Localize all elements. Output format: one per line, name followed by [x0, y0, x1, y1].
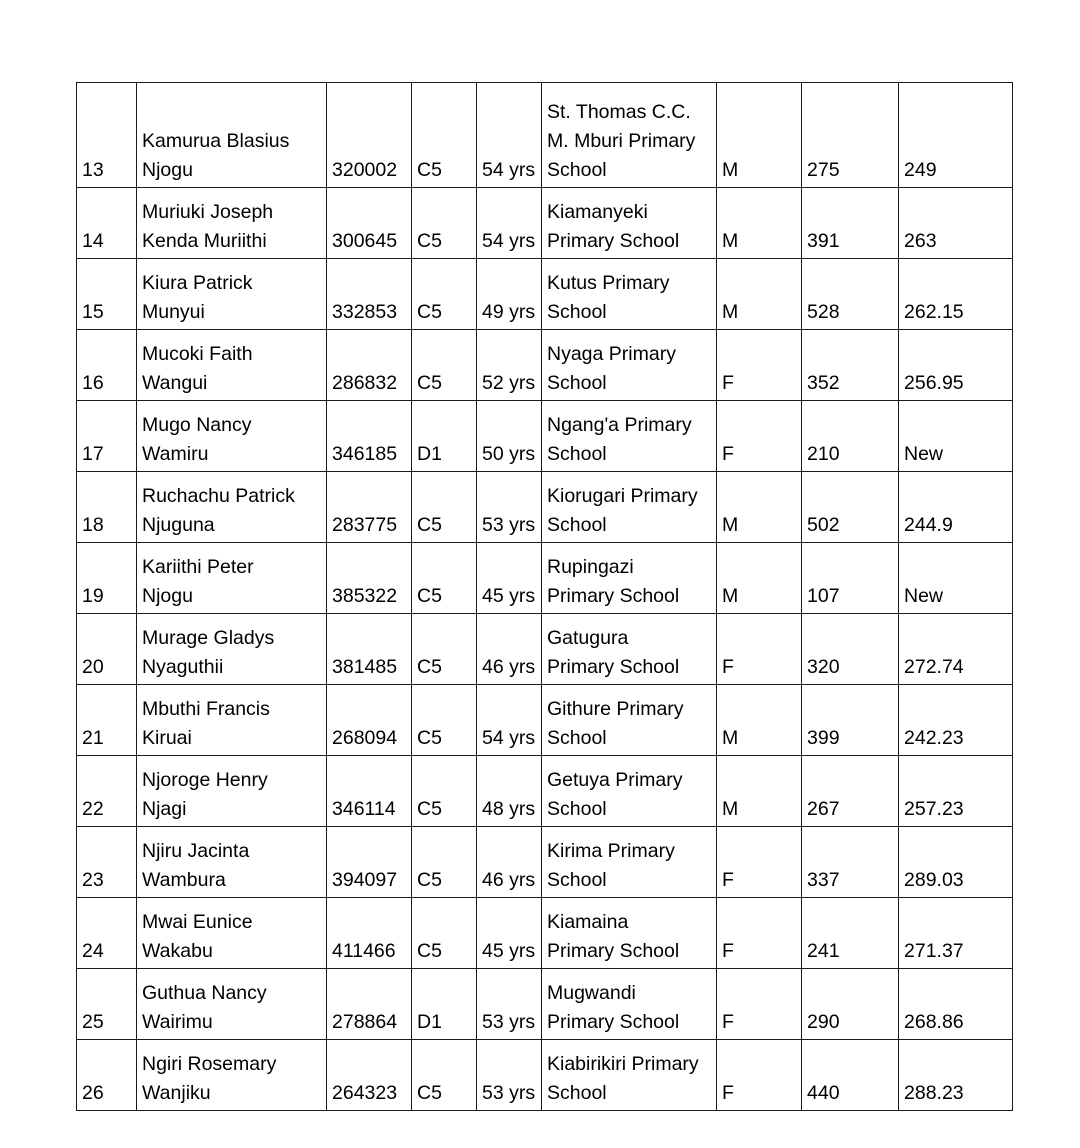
school-name-cell — [542, 543, 717, 614]
gender-cell: M — [717, 685, 802, 756]
table-row — [77, 330, 1013, 401]
teacher-name-cell-line: Mbuthi Francis — [142, 698, 270, 720]
mean-score-cell: 271.37 — [899, 898, 1013, 969]
teacher-name-cell — [137, 827, 327, 898]
school-name-cell-line: Nyaga Primary — [547, 343, 676, 365]
serial-number-cell: 23 — [77, 827, 137, 898]
tsc-number-cell: 283775 — [327, 472, 412, 543]
teacher-name-cell — [137, 543, 327, 614]
gender-cell: M — [717, 259, 802, 330]
teacher-name-cell-line: Kiura Patrick — [142, 272, 253, 294]
tsc-number-cell: 411466 — [327, 898, 412, 969]
tsc-number-cell: 394097 — [327, 827, 412, 898]
school-name-cell-line: Kiabirikiri Primary — [547, 1053, 699, 1075]
age-cell: 50 yrs — [477, 401, 542, 472]
job-group-cell: D1 — [412, 401, 477, 472]
job-group-cell: C5 — [412, 614, 477, 685]
school-name-cell-line: Rupingazi — [547, 556, 634, 578]
age-cell: 54 yrs — [477, 685, 542, 756]
school-name-cell — [542, 259, 717, 330]
school-name-cell-line: Mugwandi — [547, 982, 636, 1004]
teacher-name-cell-line: Kenda Muriithi — [142, 230, 267, 252]
teacher-name-cell — [137, 330, 327, 401]
serial-number-cell: 15 — [77, 259, 137, 330]
enrolment-cell: 290 — [802, 969, 899, 1040]
school-name-cell-line: St. Thomas C.C. — [547, 101, 691, 123]
mean-score-cell: New — [899, 543, 1013, 614]
teacher-name-cell-line: Wanjiku — [142, 1082, 211, 1104]
age-cell: 48 yrs — [477, 756, 542, 827]
mean-score-cell: 289.03 — [899, 827, 1013, 898]
school-name-cell-line: Kiamanyeki — [547, 201, 648, 223]
school-name-cell — [542, 330, 717, 401]
serial-number-cell: 21 — [77, 685, 137, 756]
gender-cell: M — [717, 543, 802, 614]
school-name-cell-line: Kutus Primary — [547, 272, 670, 294]
age-cell: 49 yrs — [477, 259, 542, 330]
tsc-number-cell: 385322 — [327, 543, 412, 614]
enrolment-cell: 528 — [802, 259, 899, 330]
mean-score-cell: 244.9 — [899, 472, 1013, 543]
school-name-cell-line: Githure Primary — [547, 698, 684, 720]
serial-number-cell: 13 — [77, 83, 137, 188]
age-cell: 46 yrs — [477, 614, 542, 685]
mean-score-cell: 242.23 — [899, 685, 1013, 756]
mean-score-cell: 263 — [899, 188, 1013, 259]
table-container — [76, 82, 1012, 1111]
serial-number-cell: 22 — [77, 756, 137, 827]
teacher-name-cell-line: Ngiri Rosemary — [142, 1053, 277, 1075]
school-name-cell-line: Primary School — [547, 230, 680, 252]
job-group-cell: C5 — [412, 188, 477, 259]
teacher-name-cell — [137, 188, 327, 259]
table-row — [77, 472, 1013, 543]
teacher-name-cell-line: Muriuki Joseph — [142, 201, 274, 223]
school-name-cell-line: M. Mburi Primary — [547, 130, 696, 152]
school-name-cell-line: School — [547, 159, 607, 181]
school-name-cell-line: School — [547, 869, 607, 891]
gender-cell: M — [717, 472, 802, 543]
gender-cell: M — [717, 83, 802, 188]
mean-score-cell: 272.74 — [899, 614, 1013, 685]
teacher-name-cell — [137, 898, 327, 969]
school-name-cell — [542, 827, 717, 898]
job-group-cell: C5 — [412, 259, 477, 330]
age-cell: 53 yrs — [477, 1040, 542, 1111]
job-group-cell: C5 — [412, 83, 477, 188]
enrolment-cell: 337 — [802, 827, 899, 898]
teacher-name-cell-line: Wairimu — [142, 1011, 213, 1033]
tsc-number-cell: 264323 — [327, 1040, 412, 1111]
enrolment-cell: 210 — [802, 401, 899, 472]
age-cell: 52 yrs — [477, 330, 542, 401]
age-cell: 45 yrs — [477, 543, 542, 614]
school-name-cell-line: Primary School — [547, 656, 680, 678]
tsc-number-cell: 320002 — [327, 83, 412, 188]
enrolment-cell: 267 — [802, 756, 899, 827]
school-name-cell-line: Kiamaina — [547, 911, 629, 933]
serial-number-cell: 16 — [77, 330, 137, 401]
school-name-cell-line: School — [547, 727, 607, 749]
table-row — [77, 401, 1013, 472]
mean-score-cell: 288.23 — [899, 1040, 1013, 1111]
teacher-name-cell-line: Wamiru — [142, 443, 209, 465]
job-group-cell: C5 — [412, 756, 477, 827]
school-name-cell-line: Ngang'a Primary — [547, 414, 692, 436]
school-name-cell — [542, 401, 717, 472]
school-name-cell-line: School — [547, 1082, 607, 1104]
teacher-name-cell-line: Njoroge Henry — [142, 769, 268, 791]
tsc-number-cell: 381485 — [327, 614, 412, 685]
table-row — [77, 898, 1013, 969]
job-group-cell: C5 — [412, 827, 477, 898]
teacher-name-cell — [137, 259, 327, 330]
enrolment-cell: 241 — [802, 898, 899, 969]
teacher-name-cell-line: Kariithi Peter — [142, 556, 254, 578]
enrolment-cell: 275 — [802, 83, 899, 188]
teacher-name-cell-line: Nyaguthii — [142, 656, 224, 678]
table-row — [77, 614, 1013, 685]
gender-cell: F — [717, 401, 802, 472]
mean-score-cell: 249 — [899, 83, 1013, 188]
serial-number-cell: 25 — [77, 969, 137, 1040]
enrolment-cell: 391 — [802, 188, 899, 259]
job-group-cell: C5 — [412, 1040, 477, 1111]
serial-number-cell: 26 — [77, 1040, 137, 1111]
mean-score-cell: 262.15 — [899, 259, 1013, 330]
teacher-name-cell-line: Njiru Jacinta — [142, 840, 250, 862]
age-cell: 53 yrs — [477, 969, 542, 1040]
age-cell: 46 yrs — [477, 827, 542, 898]
table-body — [77, 83, 1013, 1111]
gender-cell: F — [717, 330, 802, 401]
teacher-name-cell-line: Guthua Nancy — [142, 982, 267, 1004]
school-name-cell — [542, 1040, 717, 1111]
table-row — [77, 756, 1013, 827]
school-name-cell-line: School — [547, 372, 607, 394]
school-name-cell — [542, 969, 717, 1040]
age-cell: 54 yrs — [477, 188, 542, 259]
job-group-cell: D1 — [412, 969, 477, 1040]
teacher-name-cell — [137, 1040, 327, 1111]
teacher-name-cell-line: Njagi — [142, 798, 187, 820]
enrolment-cell: 352 — [802, 330, 899, 401]
teacher-name-cell — [137, 614, 327, 685]
teacher-name-cell-line: Murage Gladys — [142, 627, 275, 649]
table-row — [77, 188, 1013, 259]
enrolment-cell: 502 — [802, 472, 899, 543]
school-name-cell-line: Primary School — [547, 585, 680, 607]
mean-score-cell: 256.95 — [899, 330, 1013, 401]
serial-number-cell: 18 — [77, 472, 137, 543]
serial-number-cell: 24 — [77, 898, 137, 969]
teacher-name-cell-line: Kiruai — [142, 727, 192, 749]
enrolment-cell: 399 — [802, 685, 899, 756]
school-name-cell — [542, 685, 717, 756]
teacher-name-cell-line: Wambura — [142, 869, 226, 891]
school-name-cell-line: Kiorugari Primary — [547, 485, 698, 507]
school-name-cell-line: School — [547, 798, 607, 820]
teacher-name-cell-line: Mugo Nancy — [142, 414, 252, 436]
school-name-cell-line: School — [547, 301, 607, 323]
teacher-name-cell-line: Mucoki Faith — [142, 343, 253, 365]
teacher-name-cell — [137, 83, 327, 188]
table-row — [77, 685, 1013, 756]
teacher-name-cell-line: Njogu — [142, 159, 193, 181]
teacher-name-cell-line: Wakabu — [142, 940, 213, 962]
teacher-records-table — [76, 82, 1013, 1111]
school-name-cell-line: School — [547, 514, 607, 536]
school-name-cell-line: Gatugura — [547, 627, 629, 649]
school-name-cell-line: School — [547, 443, 607, 465]
gender-cell: F — [717, 614, 802, 685]
tsc-number-cell: 332853 — [327, 259, 412, 330]
serial-number-cell: 14 — [77, 188, 137, 259]
tsc-number-cell: 286832 — [327, 330, 412, 401]
mean-score-cell: 268.86 — [899, 969, 1013, 1040]
table-row — [77, 83, 1013, 188]
table-row — [77, 969, 1013, 1040]
teacher-name-cell-line: Njogu — [142, 585, 193, 607]
teacher-name-cell — [137, 472, 327, 543]
school-name-cell — [542, 188, 717, 259]
tsc-number-cell: 278864 — [327, 969, 412, 1040]
teacher-name-cell — [137, 756, 327, 827]
teacher-name-cell — [137, 969, 327, 1040]
teacher-name-cell-line: Mwai Eunice — [142, 911, 253, 933]
school-name-cell — [542, 898, 717, 969]
mean-score-cell: 257.23 — [899, 756, 1013, 827]
school-name-cell-line: Primary School — [547, 1011, 680, 1033]
age-cell: 45 yrs — [477, 898, 542, 969]
age-cell: 53 yrs — [477, 472, 542, 543]
tsc-number-cell: 346114 — [327, 756, 412, 827]
job-group-cell: C5 — [412, 898, 477, 969]
enrolment-cell: 320 — [802, 614, 899, 685]
table-row — [77, 543, 1013, 614]
teacher-name-cell-line: Wangui — [142, 372, 208, 394]
serial-number-cell: 19 — [77, 543, 137, 614]
gender-cell: F — [717, 827, 802, 898]
teacher-name-cell-line: Njuguna — [142, 514, 215, 536]
gender-cell: F — [717, 898, 802, 969]
tsc-number-cell: 268094 — [327, 685, 412, 756]
serial-number-cell: 20 — [77, 614, 137, 685]
table-row — [77, 827, 1013, 898]
table-row — [77, 259, 1013, 330]
teacher-name-cell-line: Munyui — [142, 301, 205, 323]
serial-number-cell: 17 — [77, 401, 137, 472]
teacher-name-cell — [137, 401, 327, 472]
gender-cell: M — [717, 188, 802, 259]
gender-cell: F — [717, 1040, 802, 1111]
teacher-name-cell — [137, 685, 327, 756]
job-group-cell: C5 — [412, 543, 477, 614]
teacher-name-cell-line: Ruchachu Patrick — [142, 485, 295, 507]
enrolment-cell: 440 — [802, 1040, 899, 1111]
gender-cell: M — [717, 756, 802, 827]
mean-score-cell: New — [899, 401, 1013, 472]
school-name-cell — [542, 472, 717, 543]
school-name-cell-line: Primary School — [547, 940, 680, 962]
tsc-number-cell: 346185 — [327, 401, 412, 472]
school-name-cell — [542, 756, 717, 827]
school-name-cell-line: Kirima Primary — [547, 840, 675, 862]
job-group-cell: C5 — [412, 685, 477, 756]
table-row — [77, 1040, 1013, 1111]
age-cell: 54 yrs — [477, 83, 542, 188]
teacher-name-cell-line: Kamurua Blasius — [142, 130, 290, 152]
job-group-cell: C5 — [412, 330, 477, 401]
gender-cell: F — [717, 969, 802, 1040]
school-name-cell — [542, 83, 717, 188]
enrolment-cell: 107 — [802, 543, 899, 614]
tsc-number-cell: 300645 — [327, 188, 412, 259]
job-group-cell: C5 — [412, 472, 477, 543]
school-name-cell-line: Getuya Primary — [547, 769, 683, 791]
school-name-cell — [542, 614, 717, 685]
